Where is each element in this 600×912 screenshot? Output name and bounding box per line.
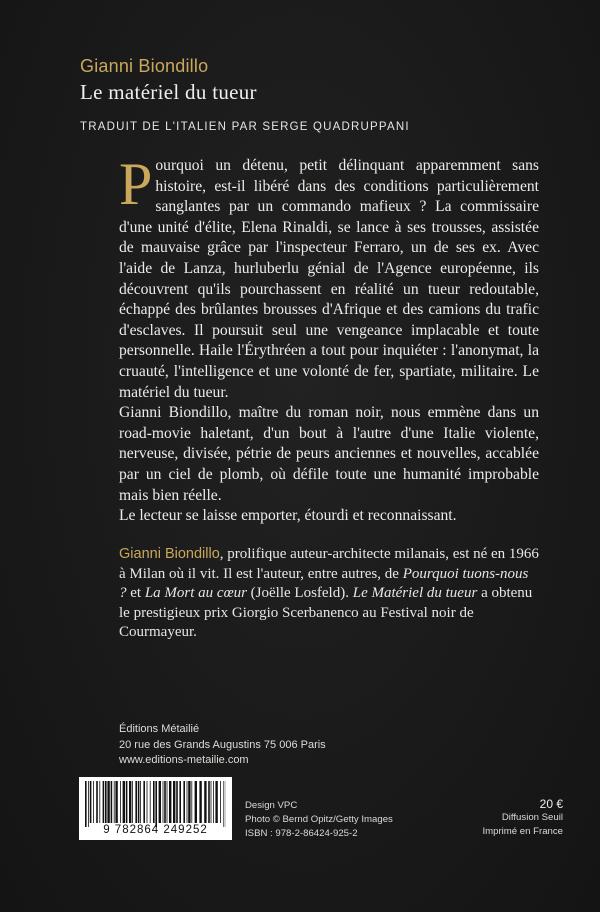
author-bio [119,545,539,643]
bio-author-name: Gianni Biondillo [119,546,220,562]
bio-work-3: Le Matériel du tueur [352,585,478,602]
price: 20 € [539,797,563,811]
publisher-info [119,722,326,769]
translator-line: TRADUIT DE L'ITALIEN PAR SERGE QUADRUPPANI [80,121,410,133]
blurb [119,151,539,527]
drop-cap: P [119,151,153,217]
publisher-website: www.editions-metailie.com [119,754,249,766]
bio-work-1: Pourquoi tuons-nous ? [119,565,529,602]
publisher-name: Éditions Métailié [119,723,200,735]
publisher-address: 20 rue des Grands Augustins 75 006 Paris [119,738,326,751]
blurb-paragraph-3: Le lecteur se laisse emporter, étourdi et reconnaissant. [119,507,457,525]
design-credit: Design VPC [245,800,298,811]
bio-work-2: La Mort au cœur [144,585,247,602]
blurb-paragraph-2: Gianni Biondillo, maître du roman noir, nous emmène dans un road-movie haletant, d'un bout à l'autre d'une Italie violente, nerveuse, divisée, pétrie de peurs anciennes et nouvelles, accablée par un ciel de plomb, où défile toute une humanité improbable mais bien réelle. [119,404,539,504]
price-block [482,797,563,839]
photo-credit: Photo © Bernd Opitz/Getty Images [245,814,393,825]
bio-text-4: a obtenu le prestigieux prix Giorgio Scerbanenco au Festival noir de Courmayeur. [119,585,533,641]
barcode-bars [85,781,226,827]
distribution: Diffusion Seuil [501,812,563,823]
author-name: Gianni Biondillo [80,56,209,76]
credits [245,799,393,841]
bio-text-1: , prolifique auteur-architecte milanais, est né en 1966 à Milan où il vit. Il est l'auteur, entre autres, de [119,546,539,582]
bio-text-2: et [126,585,145,602]
barcode-digits: 9 782864 249252 [103,824,208,836]
printed-in: Imprimé en France [482,826,563,837]
isbn: ISBN : 978-2-86424-925-2 [245,828,358,839]
blurb-paragraph-1-text: ourquoi un détenu, petit délinquant apparemment sans histoire, est-il libéré dans des conditions particulièrement sanglantes par un commando mafieux ? La commissaire d'une unité d'élite, Elena Rinaldi, se lance à ses trousses, assistée de mauvaise grâce par l'inspecteur Ferraro, un de ses ex. Avec l'aide de Lanza, hurluberlu génial de l'Agence européenne, ils découvrent qu'ils pourchassent en réalité un tueur redoutable, échappé des brûlantes brousses d'Afrique et des camions du trafic d'esclaves. Il poursuit seul une vengeance implacable et toute personnelle. Haile l'Érythréen a tout pour inquiéter : l'anonymat, la cruauté, l'intelligence et une volonté de fer, spartiate, militaire. Le matériel du tueur. [119,157,539,401]
blurb-paragraph-1 [119,151,539,403]
barcode [79,777,232,840]
book-title: Le matériel du tueur [80,80,257,104]
bio-text-3: (Joëlle Losfeld). [246,585,353,602]
